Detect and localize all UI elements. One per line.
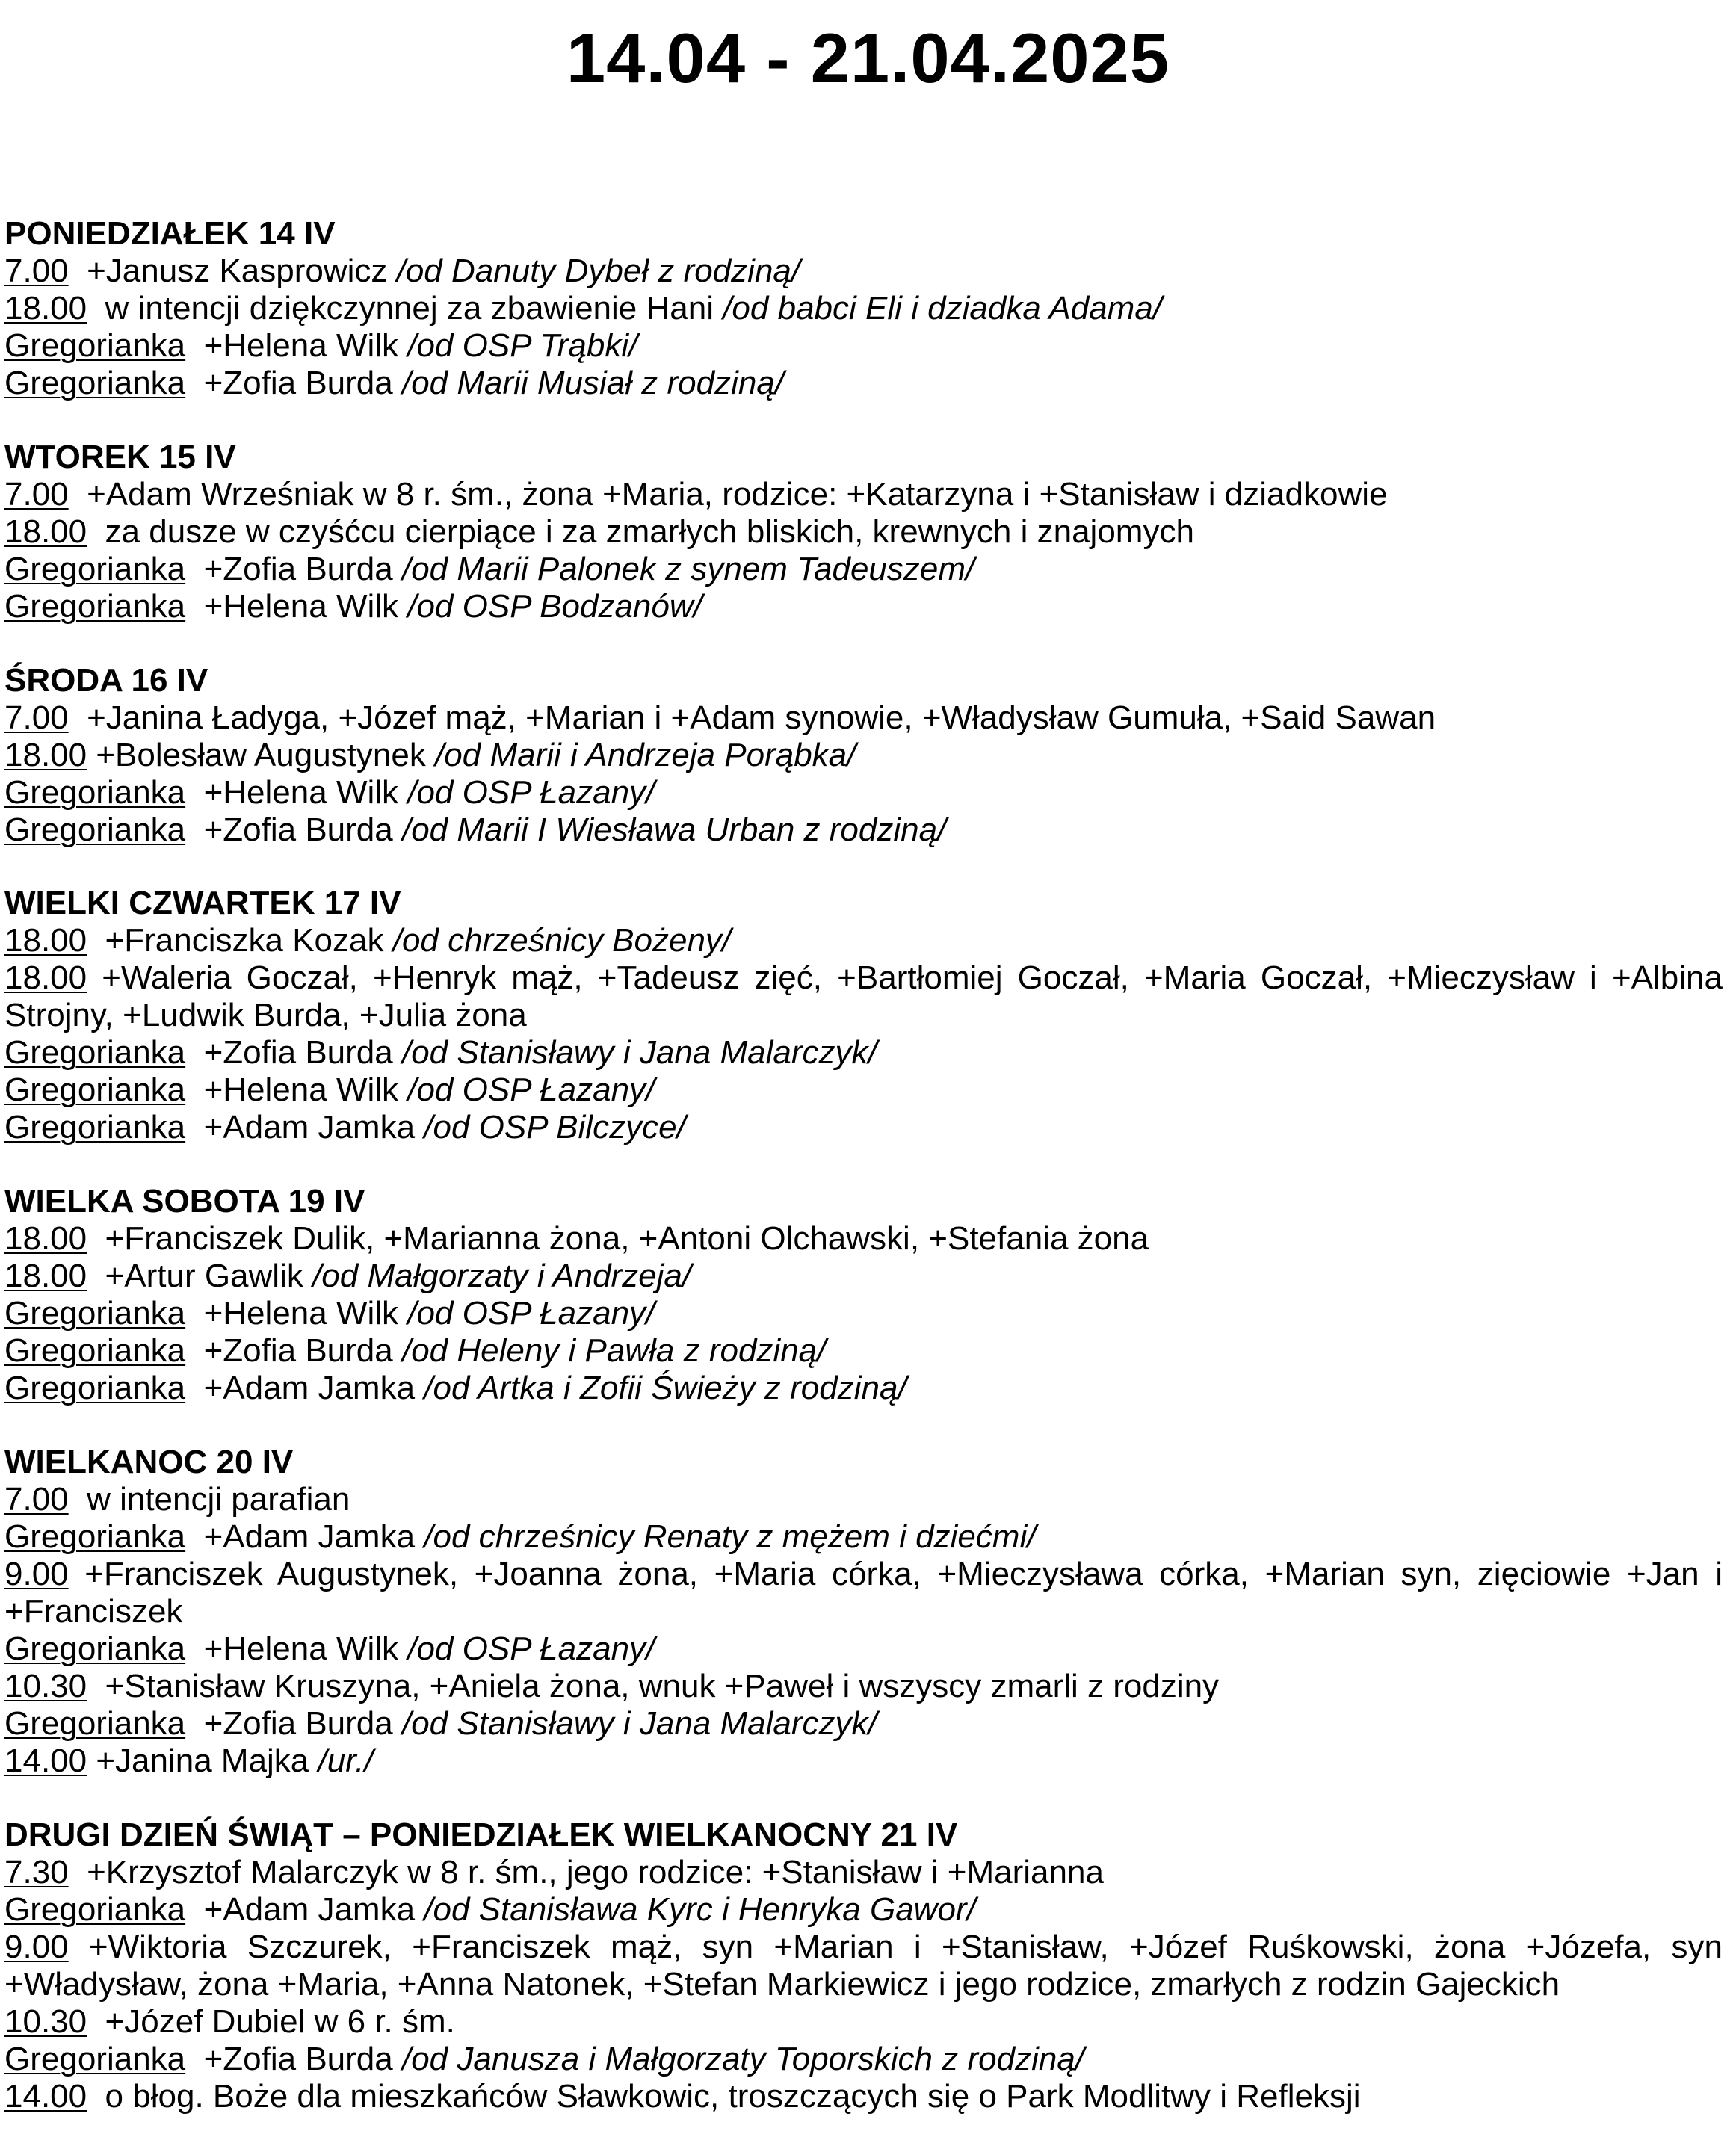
- mass-intention: +Adam Jamka: [185, 1370, 424, 1407]
- mass-intention: +Janina Ładyga, +Józef mąż, +Marian i +Adam synowie, +Władysław Gumuła, +Said Sawan: [68, 699, 1436, 736]
- mass-time: Gregorianka: [4, 1630, 186, 1667]
- mass-sponsor: /od OSP Łazany/: [407, 773, 655, 811]
- day-section: [4, 215, 1723, 402]
- mass-sponsor: /od OSP Łazany/: [407, 1295, 655, 1332]
- mass-entry: [4, 1518, 1723, 1556]
- mass-sponsor: /od chrześnicy Bożeny/: [392, 922, 732, 959]
- mass-intention: +Waleria Goczał, +Henryk mąż, +Tadeusz zięć, +Bartłomiej Goczał, +Maria Goczał, +Mieczysław i +Albina Strojny, +Ludwik Burda, +Julia żona: [4, 959, 1732, 1034]
- mass-sponsor: /od OSP Bodzanów/: [407, 587, 702, 625]
- mass-sponsor: /od Stanisławy i Jana Malarczyk/: [401, 1704, 877, 1742]
- mass-intention: +Krzysztof Malarczyk w 8 r. śm., jego rodzice: +Stanisław i +Marianna: [68, 1853, 1104, 1890]
- mass-entry: [4, 1109, 1723, 1146]
- mass-sponsor: /od Marii Palonek z synem Tadeuszem/: [401, 550, 975, 587]
- day-heading: PONIEDZIAŁEK 14 IV: [4, 215, 336, 252]
- mass-intention: +Helena Wilk: [185, 1295, 408, 1332]
- mass-time: Gregorianka: [4, 1072, 186, 1109]
- day-section: [4, 1816, 1732, 2115]
- mass-entry: [4, 1705, 1723, 1743]
- mass-intention: +Helena Wilk: [185, 587, 408, 625]
- mass-entry: [4, 327, 1723, 365]
- mass-time: Gregorianka: [4, 1370, 186, 1407]
- day-heading: WIELKI CZWARTEK 17 IV: [4, 885, 401, 922]
- day-section: [4, 1183, 1723, 1407]
- mass-entry: [4, 290, 1723, 327]
- mass-intention: +Stanisław Kruszyna, +Aniela żona, wnuk +Paweł i wszyscy zmarli z rodziny: [87, 1667, 1220, 1704]
- mass-time: Gregorianka: [4, 550, 186, 587]
- mass-time: 18.00: [4, 959, 87, 997]
- mass-sponsor: /od OSP Bilczyce/: [424, 1109, 686, 1146]
- mass-time: Gregorianka: [4, 1704, 186, 1742]
- mass-entry: [4, 737, 1723, 774]
- mass-time: Gregorianka: [4, 1890, 186, 1928]
- mass-time: 14.00: [4, 2077, 87, 2115]
- mass-sponsor: /od Heleny i Pawła z rodziną/: [401, 1332, 827, 1370]
- mass-sponsor: /od Stanisława Kyrc i Henryka Gawor/: [424, 1890, 976, 1928]
- mass-intention: +Adam Jamka: [185, 1890, 424, 1928]
- mass-time: 10.30: [4, 1667, 87, 1704]
- mass-time: Gregorianka: [4, 1034, 186, 1072]
- mass-intention: w intencji dziękczynnej za zbawienie Hani: [87, 290, 723, 327]
- mass-intention: +Franciszka Kozak: [87, 922, 393, 959]
- page-title: 14.04 - 21.04.2025: [566, 19, 1170, 97]
- mass-intention: +Zofia Burda: [185, 365, 402, 401]
- mass-time: 18.00: [4, 736, 87, 773]
- mass-time: 7.00: [4, 1480, 69, 1518]
- mass-entry: [4, 1481, 1723, 1518]
- mass-time: Gregorianka: [4, 2040, 186, 2077]
- mass-entry: [4, 1258, 1723, 1295]
- mass-sponsor: /od Małgorzaty i Andrzeja/: [312, 1258, 692, 1295]
- mass-sponsor: /od Marii I Wiesława Urban z rodziną/: [401, 811, 947, 848]
- mass-time: 18.00: [4, 513, 87, 550]
- mass-time: Gregorianka: [4, 365, 186, 401]
- mass-time: 9.00: [4, 1928, 69, 1965]
- day-heading: WIELKANOC 20 IV: [4, 1443, 294, 1480]
- mass-time: Gregorianka: [4, 1295, 186, 1332]
- mass-time: 18.00: [4, 1220, 87, 1258]
- mass-sponsor: /od Stanisławy i Jana Malarczyk/: [401, 1034, 877, 1072]
- mass-intention: +Adam Jamka: [185, 1109, 424, 1146]
- mass-intention: +Helena Wilk: [185, 1072, 408, 1109]
- mass-sponsor: /od Artka i Zofii Świeży z rodziną/: [424, 1370, 907, 1407]
- mass-time: 10.30: [4, 2003, 87, 2040]
- mass-entry: [4, 2078, 1723, 2115]
- mass-entry: [4, 1220, 1723, 1258]
- mass-intention: +Bolesław Augustynek: [87, 736, 436, 773]
- mass-intention: w intencji parafian: [68, 1480, 350, 1518]
- mass-time: 9.00: [4, 1555, 69, 1592]
- mass-time: Gregorianka: [4, 1332, 186, 1370]
- mass-time: Gregorianka: [4, 587, 186, 625]
- mass-entry: [4, 365, 1723, 402]
- day-heading: DRUGI DZIEŃ ŚWIĄT – PONIEDZIAŁEK WIELKANOCNY 21 IV: [4, 1816, 958, 1853]
- mass-sponsor: /od OSP Trąbki/: [407, 327, 638, 364]
- mass-time: 18.00: [4, 922, 87, 959]
- mass-sponsor: /od babci Eli i dziadka Adama/: [723, 290, 1163, 327]
- mass-entry: [4, 2041, 1723, 2078]
- mass-intention: +Adam Wrześniak w 8 r. śm., żona +Maria, rodzice: +Katarzyna i +Stanisław i dziadkowie: [68, 475, 1388, 513]
- mass-intention: +Janina Majka: [87, 1742, 318, 1779]
- day-section: [4, 439, 1723, 625]
- mass-entry: [4, 2003, 1723, 2041]
- mass-entry: [4, 1332, 1723, 1370]
- day-heading: ŚRODA 16 IV: [4, 661, 208, 699]
- day-section: [4, 885, 1732, 1146]
- mass-intention: +Franciszek Dulik, +Marianna żona, +Antoni Olchawski, +Stefania żona: [87, 1220, 1149, 1258]
- mass-time: 7.00: [4, 475, 69, 513]
- mass-intention: +Zofia Burda: [185, 1704, 402, 1742]
- mass-entry: [4, 551, 1723, 588]
- mass-sponsor: /od Janusza i Małgorzaty Toporskich z rodziną/: [401, 2040, 1085, 2077]
- mass-intention: +Zofia Burda: [185, 1034, 402, 1072]
- mass-entry: [4, 476, 1723, 513]
- mass-time: 7.30: [4, 1853, 69, 1890]
- mass-intention: +Adam Jamka: [185, 1518, 424, 1555]
- mass-sponsor: /od Danuty Dybeł z rodziną/: [396, 253, 801, 289]
- mass-entry: [4, 513, 1723, 551]
- mass-entry: [4, 1743, 1723, 1780]
- mass-time: 18.00: [4, 1258, 87, 1295]
- schedule: [4, 215, 1732, 2152]
- mass-time: Gregorianka: [4, 811, 186, 848]
- mass-entry: [4, 588, 1723, 625]
- mass-sponsor: /od Marii Musiał z rodziną/: [401, 365, 785, 401]
- mass-entry: [4, 699, 1723, 737]
- mass-entry: [4, 959, 1732, 1034]
- mass-intention: +Helena Wilk: [185, 1630, 408, 1667]
- mass-time: Gregorianka: [4, 773, 186, 811]
- mass-entry: [4, 253, 1723, 290]
- mass-intention: za dusze w czyśćcu cierpiące i za zmarłych bliskich, krewnych i znajomych: [87, 513, 1194, 550]
- day-section: [4, 1443, 1732, 1780]
- mass-intention: o błog. Boże dla mieszkańców Sławkowic, troszczących się o Park Modlitwy i Refleksji: [87, 2077, 1361, 2115]
- mass-intention: +Zofia Burda: [185, 1332, 402, 1370]
- mass-intention: +Helena Wilk: [185, 773, 408, 811]
- mass-intention: +Zofia Burda: [185, 550, 402, 587]
- mass-entry: [4, 1630, 1723, 1668]
- mass-entry: [4, 922, 1723, 959]
- mass-entry: [4, 1072, 1723, 1109]
- mass-sponsor: /od Marii i Andrzeja Porąbka/: [435, 736, 856, 773]
- mass-entry: [4, 774, 1723, 811]
- mass-time: 7.00: [4, 253, 69, 289]
- mass-entry: [4, 1928, 1732, 2003]
- mass-entry: [4, 1854, 1723, 1891]
- mass-entry: [4, 1295, 1723, 1332]
- mass-intention: +Artur Gawlik: [87, 1258, 313, 1295]
- mass-time: Gregorianka: [4, 1518, 186, 1555]
- mass-sponsor: /ur./: [318, 1742, 374, 1779]
- mass-time: Gregorianka: [4, 1109, 186, 1146]
- mass-intention: +Józef Dubiel w 6 r. śm.: [87, 2003, 455, 2040]
- mass-time: Gregorianka: [4, 327, 186, 364]
- day-heading: WIELKA SOBOTA 19 IV: [4, 1183, 365, 1220]
- mass-entry: [4, 1891, 1723, 1929]
- mass-intention: +Janusz Kasprowicz: [68, 253, 397, 289]
- day-section: [4, 662, 1723, 849]
- mass-entry: [4, 1668, 1723, 1705]
- mass-entry: [4, 1555, 1732, 1630]
- mass-entry: [4, 1370, 1723, 1407]
- mass-time: 14.00: [4, 1742, 87, 1779]
- mass-sponsor: /od OSP Łazany/: [407, 1630, 655, 1667]
- mass-entry: [4, 1034, 1723, 1072]
- mass-intention: +Zofia Burda: [185, 2040, 402, 2077]
- mass-intention: +Zofia Burda: [185, 811, 402, 848]
- mass-entry: [4, 811, 1723, 849]
- mass-intention: +Wiktoria Szczurek, +Franciszek mąż, syn +Marian i +Stanisław, +Józef Ruśkowski, żona +Józefa, syn +Władysław, żona +Maria, +Anna Natonek, +Stefan Markiewicz i jego rodzice, zmarłych z rodzin Gajeckich: [4, 1928, 1732, 2003]
- mass-sponsor: /od OSP Łazany/: [407, 1072, 655, 1109]
- mass-time: 18.00: [4, 290, 87, 327]
- mass-sponsor: /od chrześnicy Renaty z mężem i dziećmi/: [424, 1518, 1037, 1555]
- day-heading: WTOREK 15 IV: [4, 438, 236, 475]
- mass-time: 7.00: [4, 699, 69, 736]
- mass-intention: +Helena Wilk: [185, 327, 408, 364]
- mass-intention: +Franciszek Augustynek, +Joanna żona, +Maria córka, +Mieczysława córka, +Marian syn, zięciowie +Jan i +Franciszek: [4, 1555, 1732, 1630]
